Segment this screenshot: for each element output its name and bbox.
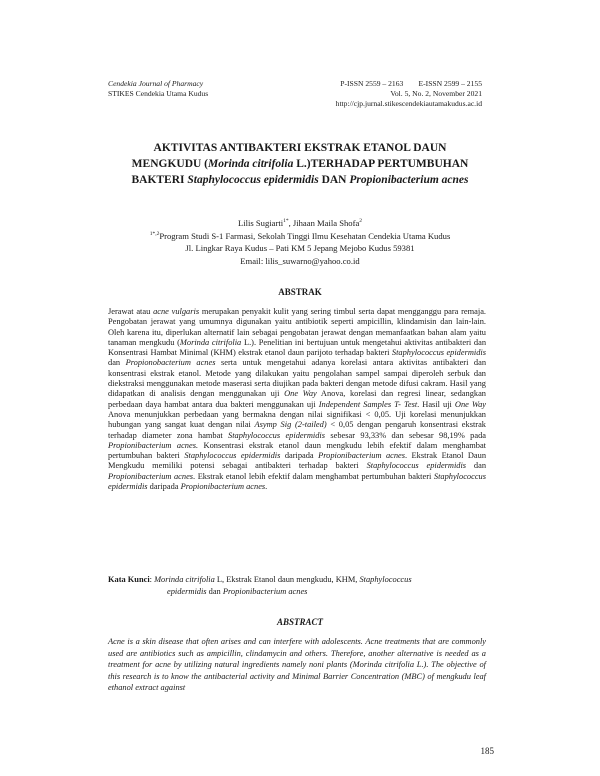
author-block: [100, 217, 500, 267]
keywords-label: Kata Kunci: [108, 575, 150, 584]
volume-line: Vol. 5, No. 2, November 2021: [390, 89, 482, 98]
article-title: [100, 140, 500, 188]
abstrak-heading: ABSTRAK: [278, 287, 322, 297]
author-email[interactable]: Email: lilis_suwarno@yahoo.co.id: [240, 255, 360, 266]
title-line-1: AKTIVITAS ANTIBAKTERI EKSTRAK ETANOL DAUN: [153, 142, 447, 154]
title-line-3: BAKTERI Staphylococcus epidermidis DAN Propionibacterium acnes: [131, 174, 469, 186]
abstract-paragraph: Acne is a skin disease that often arises and can interfere with adolescents. Acne treatments that are commonly used are antibiotics such as ampicillin, clindamycin and others. Therefore, another alternative is needed as a treatment for acne by utilizing natural ingredients namely noni plants (Morinda citrifolia L.). The objective of this research is to know the antibacterial activity and Minimal Barrier Concentration (MBC) of mengkudu leaf ethanol extract against: [108, 637, 486, 692]
page-number: 185: [480, 746, 494, 756]
abstrak-paragraph: Jerawat atau acne vulgaris merupakan penyakit kulit yang sering timbul serta dapat mengganggu para remaja. Pengobatan jerawat yang umumnya digunakan yaitu antibiotik seperti ampicillin, klindamisin dan lain-lain. Oleh karena itu, diperlukan alternatif lain sebagai pengobatan jerawat dengan memanfaatkan bahan alam yaitu tanaman mengkudu (Morinda citrifolia L.). Penelitian ini bertujuan untuk mengetahui aktivitas antibakteri dan Konsentrasi Hambat Minimal (KHM) ekstrak etanol daun parijoto terhadap bakteri Staphylococcus epidermidis dan Propionobacterium acnes serta untuk mengetahui adanya korelasi antara aktivitas antibakteri dan konsentrasi ekstrak etanol. Metode yang dilakukan yaitu pengolahan sampel sampai diperoleh serbuk dan diekstraksi menggunakan metode maserasi serta diujikan pada bakteri dengan metode difusi cakram. Hasil yang didapatkan di analisis dengan menggunakan uji One Way Anova, korelasi dan regresi linear, sedangkan perbedaan daya hambat antara dua bakteri menggunakan uji Independent Samples T- Test. Hasil uji One Way Anova menunjukkan perbedaan yang bermakna dengan nilai signifikasi < 0,05. Uji korelasi menunjukkan hubungan yang sangat kuat dengan nilai Asymp Sig (2-tailed) < 0,05 dengan pengaruh konsentrasi ekstrak terhadap diameter zona hambat Staphylococcus epidermidis sebesar 93,33% dan sebesar 98,19% pada Propionibacterium acnes. Konsentrasi ekstrak etanol daun mengkudu lebih efektif dalam menghambat pertumbuhan bakteri Staphylococcus epidermidis daripada Propionibacterium acnes. Ekstrak Etanol Daun Mengkudu memiliki potensi sebagai antibakteri terhadap bakteri Staphylococcus epidermidis dan Propionibacterium acnes. Ekstrak etanol lebih efektif dalam menghambat pertumbuhan bakteri Staphylococcus epidermidis daripada Propionibacterium acnes.: [108, 307, 487, 492]
running-header-left: [108, 79, 208, 99]
keywords-line-1: Kata Kunci: Morinda citrifolia L, Ekstrak Etanol daun mengkudu, KHM, Staphylococcus: [108, 575, 412, 584]
journal-url[interactable]: http://cjp.jurnal.stikescendekiautamakudus.ac.id: [335, 99, 482, 108]
journal-name: Cendekia Journal of Pharmacy: [108, 79, 204, 88]
keywords: [108, 574, 486, 597]
institution-name: STIKES Cendekia Utama Kudus: [108, 89, 209, 98]
author-names: Lilis Sugiarti$^{1*}$, Jihaan Maila Shofa$^2$: [237, 218, 363, 228]
author-address: Jl. Lingkar Raya Kudus – Pati KM 5 Jepang Mejobo Kudus 59381: [185, 243, 415, 253]
running-header-right: [336, 79, 482, 109]
issn-line: P-ISSN 2559 – 2163 E-ISSN 2599 – 2155: [340, 79, 482, 88]
title-line-2: MENGKUDU (Morinda citrifolia L.)TERHADAP PERTUMBUHAN: [131, 158, 469, 170]
abstract-heading: ABSTRACT: [276, 617, 323, 627]
author-affiliation: $^{1*,2}$Program Studi S-1 Farmasi, Sekolah Tinggi Ilmu Kesehatan Cendekia Utama Kudus: [149, 230, 451, 241]
keywords-line-2: epidermidis dan Propionibacterium acnes: [167, 586, 308, 596]
